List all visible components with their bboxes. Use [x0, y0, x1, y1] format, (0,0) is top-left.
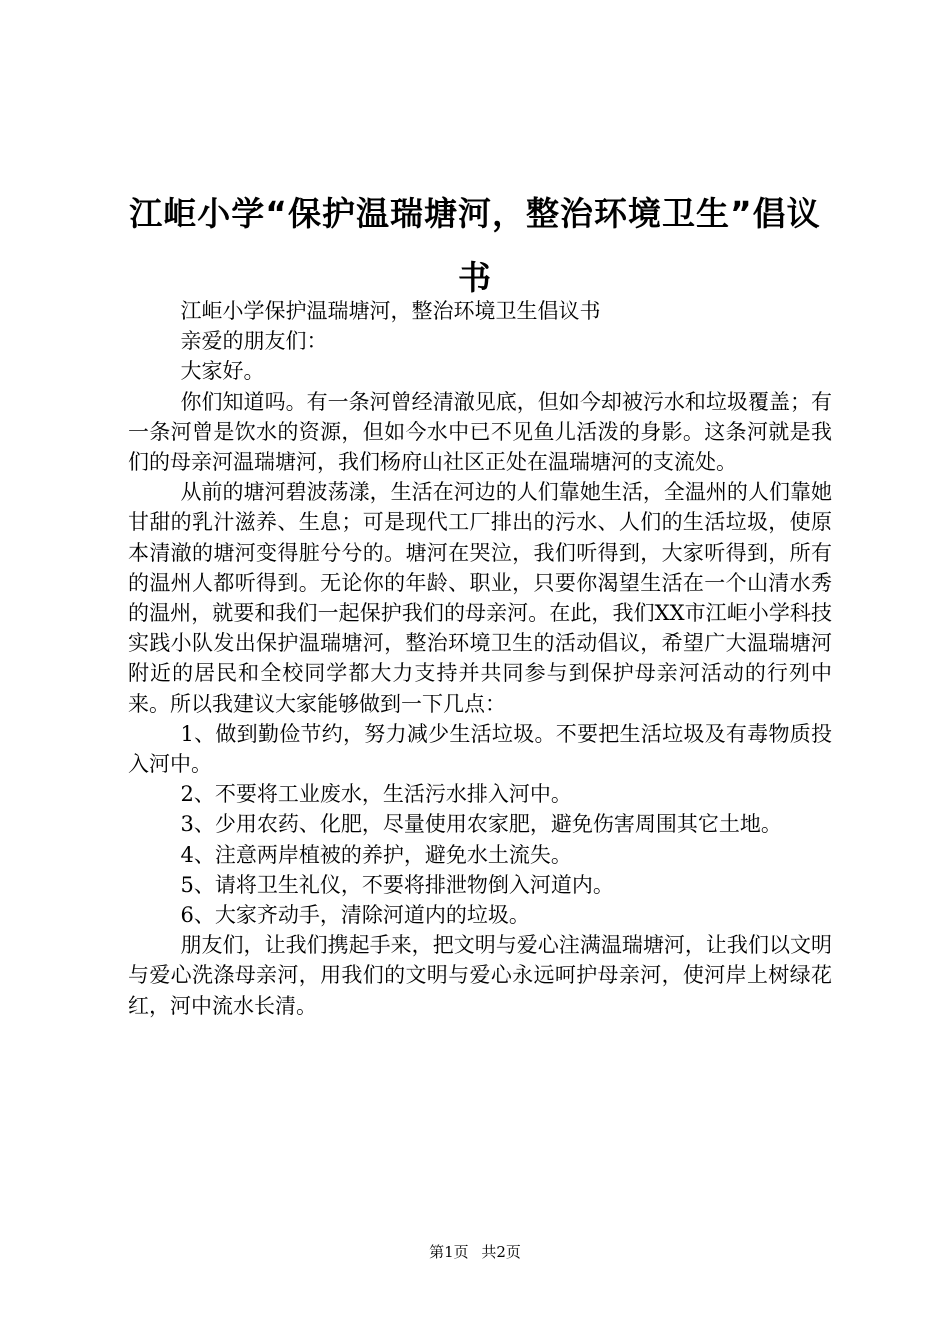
page-number: 第1页 — [429, 1243, 469, 1261]
paragraph-intro: 你们知道吗。有一条河曾经清澈见底，但如今却被污水和垃圾覆盖；有一条河曾是饮水的资源，但如今水中已不见鱼儿活泼的身影。这条河就是我们的母亲河温瑞塘河，我们杨府山社区正处在温瑞塘河的支流处。 — [128, 389, 832, 475]
document-body — [128, 296, 832, 1021]
paragraph-salutation: 亲爱的朋友们： — [180, 329, 328, 354]
list-item-5: 5、请将卫生礼仪，不要将排泄物倒入河道内。 — [180, 872, 614, 897]
paragraph-closing: 朋友们，让我们携起手来，把文明与爱心注满温瑞塘河，让我们以文明与爱心洗涤母亲河，用我们的文明与爱心永远呵护母亲河，使河岸上树绿花红，河中流水长清。 — [128, 933, 832, 1018]
list-item-3: 3、少用农药、化肥，尽量使用农家肥，避免伤害周围其它土地。 — [180, 812, 782, 837]
paragraph-heading-repeat: 江岠小学保护温瑞塘河，整治环境卫生倡议书 — [180, 299, 601, 323]
page-total: 共2页 — [481, 1243, 521, 1261]
list-item-2: 2、不要将工业废水，生活污水排入河中。 — [180, 782, 572, 807]
list-item-4: 4、注意两岸植被的养护，避免水土流失。 — [180, 842, 572, 867]
list-item-1: 1、做到勤俭节约，努力减少生活垃圾。不要把生活垃圾及有毒物质投入河中。 — [128, 721, 832, 777]
paragraph-greeting: 大家好。 — [180, 359, 265, 384]
document-title: 江岠小学“保护温瑞塘河，整治环境卫生”倡议书 — [129, 194, 821, 297]
paragraph-appeal: 从前的塘河碧波荡漾，生活在河边的人们靠她生活，全温州的人们靠她甘甜的乳汁滋养、生息；可是现代工厂排出的污水、人们的生活垃圾，使原本清澈的塘河变得脏兮兮的。塘河在哭泣，我们听得到，大家听得到，所有的温州人都听得到。无论你的年龄、职业，只要你渴望生活在一个山清水秀的温州，就要和我们一起保护我们的母亲河。在此，我们XX市江岠小学科技实践小队发出保护温瑞塘河，整治环境卫生的活动倡议，希望广大温瑞塘河附近的居民和全校同学都大力支持并共同参与到保护母亲河活动的行列中来。所以我建议大家能够做到一下几点： — [128, 480, 832, 716]
list-item-6: 6、大家齐动手，清除河道内的垃圾。 — [180, 903, 530, 928]
page-footer — [0, 1242, 950, 1262]
